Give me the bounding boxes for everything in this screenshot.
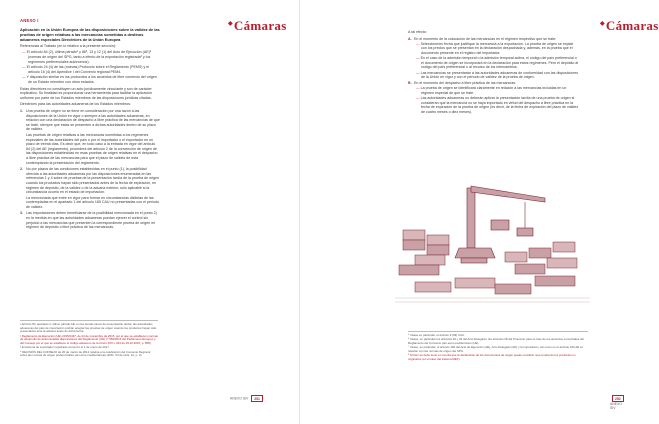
camaras-logo-right [600, 18, 659, 34]
right-item [408, 37, 580, 80]
item-text: En el momento del despacho a libre práctica de las mercancías: [414, 81, 517, 86]
dash-bullet-icon: — [416, 96, 421, 101]
container-stack-icon [399, 230, 577, 294]
item-text: Las importaciones deben beneficiarse de la posibilidad mencionada en el punto 2) en la medida en que las autoridades aduaneras puedan ejercer el control sin perjuicio a las mercancías que presenten la correspondiente prueba de origen en régimen de depósito o libre práctica de las mercancías. [26, 211, 157, 230]
camaras-logo-left [228, 18, 287, 34]
page-number: 252 [612, 395, 624, 402]
logo-mark-icon: ◆ [600, 20, 605, 27]
dash-bullet-icon: — [22, 65, 27, 70]
item-number: 3. [20, 211, 23, 216]
dash-bullet-icon: — [416, 56, 421, 61]
bullet-item: — Las mercancías se presentarán a las autoridades aduaneras de conformidad con las disposiciones de la Unión en vigor y con el período de validez de la prueba de origen. [416, 70, 579, 80]
dash-bullet-icon: — [416, 41, 421, 46]
item-text: No por plazos de las condiciones establecidas en el punto (1), la posibilidad ofrecida a las autoridades aduaneras por las disposiciones enumeradas en las referencias 1 y 4 sobre de pruebas de la presentación tardía de la prueba de origen cuando los productos hayan sido presentados antes de la fecha de expiración, en régimen de depósito, de la validez o de la aduana exterior, solo aplicable si la circunstancia ocurrió en el estado de importación. [26, 167, 160, 195]
directive-item [20, 109, 160, 165]
left-page [0, 0, 300, 424]
bullet-item: — En el caso de la admisión temporal o la admisión temporal activa, el código del país preferencial o el documento de origen se incorporará en la declaración para estos regímenes. Pero el depósito al código del país preferencial o al recurso de los intercambios. [416, 56, 579, 70]
dash-bullet-icon: — [416, 86, 421, 91]
document-title: Aplicación en la Unión Europea de las disposiciones sobre la validez de las pruebas de origen relativas a las mercancías sometidas a destinos aduaneros especiales Directrices de la Unión Europea [20, 27, 160, 42]
folio-left [230, 395, 265, 402]
bullet-item: — La prueba de origen se identificará claramente en relación a las mercancías incluidas en un régimen especial de que se trate. [416, 86, 567, 95]
footnote-link[interactable]: ⁸ Si bien se debe tener en cuenta que la declaración de los documentos de origen puede constituir una prueba de los productos no originarios (en el caso del sistema REX). [408, 353, 576, 361]
directives-label: Directrices para las autoridades aduaneras de los Estados miembros: [20, 102, 131, 107]
item-number: 1. [20, 109, 23, 114]
folio-right [610, 395, 626, 410]
right-lead: A tal efecto: [408, 30, 427, 34]
item-letter: B. [408, 81, 412, 86]
left-body [20, 28, 160, 232]
item-letter: A. [408, 36, 412, 41]
item-subtext: La mencionada que entre en vigor para formar en circunstancias distintas de las contempladas en el apartado 1 del artículo 165 CAU no presentadas con el período de validez. [26, 195, 160, 209]
footnote: ¹ Artículo 84, apartado 2, último párrafo AE: en los demás casos de presentación tardía, las autoridades aduaneras del país de importación podrán aceptar las pruebas de origen cuando los productos hayan sido presentados ante la aduana antes de dicha fecha. [20, 322, 157, 334]
logo-mark-icon: ◆ [228, 20, 233, 27]
section-label: ANEXO I [20, 18, 39, 23]
dash-bullet-icon: — [22, 50, 27, 55]
directive-item [20, 211, 160, 229]
reference-item: — Y disposición similar en los protocolos a los acuerdos de libre comercio del origen de un Estado miembro con otros estados. [22, 75, 157, 85]
item-subtext: Las pruebas de origen relativas a las mercancías sometidas a los regímenes especiales de las autoridades del país o por el importador o el exportador en un plazo de treinta días. Es decir que, en todo caso a la entrada en vigor del artículo 84 (2) del AE (reglamento), procederá del artículo 2 de la convención de origen de las disposiciones establecidas en esas pruebas de origen relativas en el despacho a libre práctica de las mercancías para que el plazo de validez de esta contemplando la presentación del reglamento. [26, 132, 158, 165]
right-footnotes [408, 331, 588, 362]
reference-item: — El artículo 84 (2), última párrafo¹ y 86³, 13 y 12 (1) del Acto de Ejecución (AE)² (normas de origen del SPG, tanto a efecto de la exportación registrada³ y los regímenes preferenciales autónomos). [22, 50, 152, 64]
folio-section: ANEXO SIV [610, 402, 622, 410]
footnote: ⁵ Véase en particular, el artículo 9 (69) CAU. [408, 333, 465, 337]
logo-text: Cámaras [233, 18, 287, 33]
item-text: En el momento de la colocación de las mercancías en el régimen respectivo que se trate: [414, 36, 557, 41]
port-crane-containers-illustration [395, 180, 590, 305]
bullet-item: — Seleccione/es fecha que justifique la mercancía a la exportación. La prueba de origen se expide con los precios que se presentan en la declaración despachada y, además, en la prueba que el documento presente en el registro del importador. [416, 41, 574, 55]
footnote: ⁴ DECISIÓN DEL CONSEJO de 26 de marzo de 2012 relativa a la celebración del Convenio Regional sobre las normas de origen preferenciales pan-euro-mediterráneas (2011, 54 de (arts. 12, p. 4). [20, 349, 151, 358]
footnote-link[interactable]: ² Reglamento de Ejecución (UE) 2015/2447, de 24 de noviembre de 2015, por el que se establecen normas de desarrollo de determinadas disposiciones del Reglamento (UE) nº 952/2013 del Parlamento Europeo y del Consejo por el que se establece el código aduanero de la Unión (DO L 343 de 29.12.2015, p. 558). [20, 333, 158, 345]
dash-bullet-icon: — [22, 75, 27, 80]
intro-paragraph: Estas directrices no constituyen un acto jurídicamente vinculante y son de carácter explicativo. Su finalidad es proporcionar una herramienta para facilitar la aplicación uniforme por parte de los Estados miembros de las disposiciones jurídicas citadas. [20, 86, 153, 100]
bullet-item: — Las autoridades aduaneras no deberán aplicar la presentación tardía de una prueba de origen si consideran que la mercancía no se haya importado en virtud del despacho a libre práctica en la fecha de expiración de la prueba de origen (es decir, de la fecha de expiración del plazo de validez de cuatro meses o diez meses). [416, 96, 579, 114]
right-body [408, 28, 580, 116]
folio-section: ANEXO SIV [230, 396, 249, 401]
directive-item [20, 167, 160, 209]
item-text: Una prueba de origen no se tiene en consideración por una razón a las disposiciones de la Unión en vigor o siempre a las autoridades aduaneras, en relación con una declaración de despacho a libre práctica de las mercancías de que se trate, siempre que éstas se presenten a dichas autoridades dentro de su plazo de validez. [26, 109, 160, 132]
left-footnotes [20, 320, 158, 359]
footnote: ⁶ Véase, en particular los artículos 26 y 32 del Acto Delegado, las artículos 28 del Protocolo para el caso de los acuerdos comerciales del Reglamento del Convenio pan-euro-mediterráneo (UE). [408, 337, 584, 345]
dash-bullet-icon: — [416, 70, 421, 75]
page-number: 251 [251, 395, 263, 402]
footnote: ⁷ Véase, en particular, el artículo 184 del Acto de Ejecución (AE), Acto Delegado (AD) y la importación, así como en el artículo 160 AE en relación con las normas de origen del SPG. [408, 345, 584, 353]
item-number: 2. [20, 167, 23, 172]
logo-text: Cámaras [605, 18, 659, 33]
right-item [408, 81, 580, 114]
footnote: ³ El sistema de exportador registrado comenzó el 1 de enero de 2017. [20, 345, 110, 350]
references-label: Referencias al Tratado (en lo relativo a la presente sección): [20, 44, 116, 49]
ground-grid-icon [395, 298, 590, 302]
reference-item: — El artículo 24 (4) de las (nuevas) Protocolo sobre el Reglamento (PEMS) y el artículo 16 (4) del Apéndice I del Convenio regional PEM4. [22, 65, 150, 74]
